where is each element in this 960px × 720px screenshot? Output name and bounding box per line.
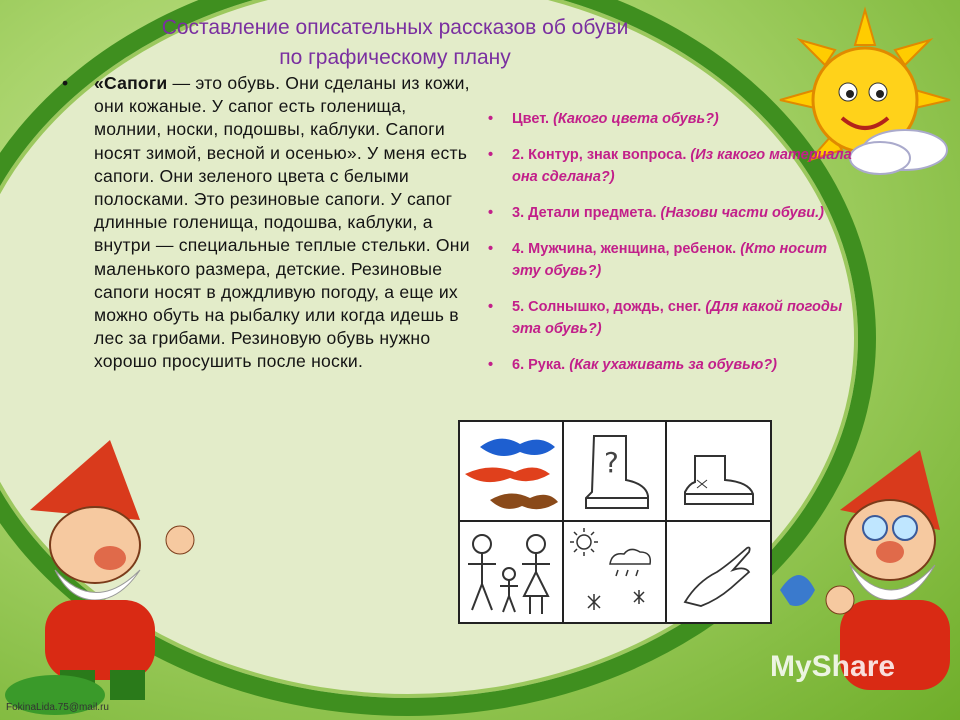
boot-outline-icon (564, 422, 666, 521)
plan-item-6 (488, 354, 858, 376)
weather-icon (564, 522, 666, 621)
plan-question: (Какого цвета обувь?) (553, 111, 719, 127)
family-figures-icon (460, 522, 562, 621)
title-line-2: по графическому плану (279, 46, 511, 69)
plan-label: 6. Рука. (512, 357, 570, 373)
pictogram-grid (458, 420, 772, 624)
plan-item-3 (488, 202, 858, 224)
hand-icon (667, 522, 769, 621)
title-line-1: Составление описательных рассказов об обуви (161, 16, 629, 39)
story-bold-word: «Сапоги (94, 73, 168, 93)
plan-label: 3. Детали предмета. (512, 205, 661, 221)
plan-item-2 (488, 144, 858, 188)
plan-label: 2. Контур, знак вопроса. (512, 147, 691, 163)
plan-question: (Как ухаживать за обувью?) (569, 357, 777, 373)
plan-label: 4. Мужчина, женщина, ребенок. (512, 241, 741, 257)
boot-details-icon (667, 422, 769, 521)
story-text: — это обувь. Они сделаны из кожи, они кожаные. У сапог есть голенища, молнии, носки, подошвы, каблуки. Сапоги носят зимой, весной и осенью». У меня есть сапоги. Они зеленого цвета с белыми полосками. Это резиновые сапоги. У сапог длинные голенища, подошва, каблуки, а внутри — специальные теплые стельки. Они маленького размера, детские. Резиновые сапоги носят в дождливую погоду, а еще их можно обуть на рыбалку или когда идешь в лес за грибами. Резиновую обувь нужно хорошо просушить после носки. (94, 73, 470, 372)
question-mark: ? (604, 446, 619, 479)
plan-label: 5. Солнышко, дождь, снег. (512, 299, 706, 315)
plan-question: (Для какой погоды эта обувь?) (512, 299, 843, 337)
plan-item-5 (488, 296, 858, 340)
dwarf-left-illustration (0, 440, 220, 720)
story-list (62, 72, 472, 374)
myshare-logo: MyShare (770, 650, 896, 683)
plan-question: (Из какого материала она сделана?) (512, 147, 852, 185)
plan-item-4 (488, 238, 858, 282)
plan-item-1 (488, 108, 858, 130)
plan-list (488, 108, 858, 390)
plan-question: (Назови части обуви.) (660, 205, 824, 221)
story-paragraph (62, 72, 472, 374)
plan-question: (Кто носит эту обувь?) (512, 241, 827, 279)
watermark: FokinaLida.75@mail.ru (6, 702, 109, 713)
plan-label: Цвет. (512, 111, 554, 127)
paint-strokes-icon (460, 422, 562, 521)
